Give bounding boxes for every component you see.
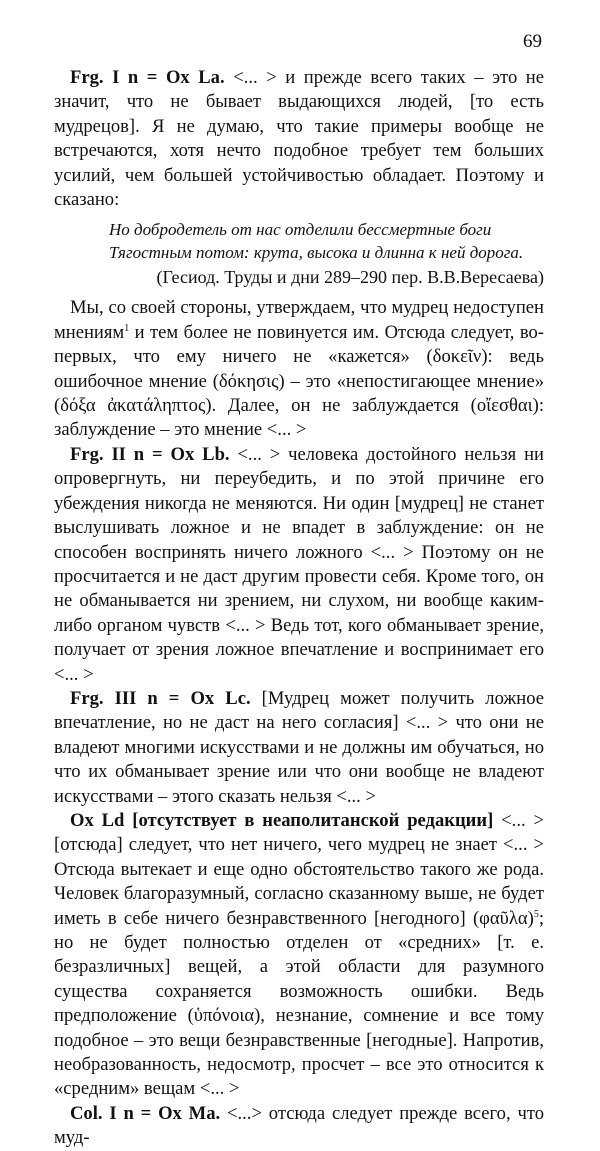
paragraph-text: ; но не будет полностью отделен от «средних» [т. е. безразличных] вещей, а этой области для разумного существа сохраняется возможность ошибки. Ведь предположение (ὑπόνοια), незнание, сомнение и все тому подобное – это вещи безнравственные [негодные]. Напротив, необразованность, недосмотр, просчет – все это относится к «средним» вещам <... > — [54, 907, 544, 1100]
paragraph-ox-ld — [54, 809, 544, 1102]
paragraph-frg-iii — [54, 687, 544, 809]
paragraph-text: <... > [отсюда] следует, что нет ничего, чего мудрец не знает <... > Отсюда вытекает и еще одно обстоятельство такого же рода. Человек благоразумный, согласно сказанному выше, не будет иметь в себе ничего безнравственного [негодного] (φαῦλα) — [54, 809, 544, 929]
footnote-marker: 1 — [124, 322, 130, 334]
poem-line-2: Тягостным потом: крута, высока и длинна к ней дорога. — [109, 243, 524, 263]
paragraph-text: [Мудрец может получить ложное впечатление, но не даст на него согласия] <... > что они не владеют многими искусствами и не должны им обучаться, но что их обманывает зрение или что они вообще не владеют искусствами – этого сказать нельзя <... > — [54, 687, 544, 807]
poem-line-1: Но добродетель от нас отделили бессмертные боги — [109, 220, 492, 240]
main-text — [54, 66, 544, 1151]
footnote-marker: 5 — [533, 908, 539, 920]
poem-attribution: (Гесиод. Труды и дни 289–290 пер. В.В.Вересаева) — [156, 267, 544, 288]
fragment-heading: Ox Ld [отсутствует в неаполитанской редакции] — [70, 809, 494, 831]
fragment-heading: Frg. III n = Ox Lc. — [70, 687, 251, 709]
poem-quote — [54, 218, 544, 264]
paragraph-text: и тем более не повинуется им. Отсюда следует, во-первых, что ему ничего не «кажется» (δοκεῖν): ведь ошибочное мнение (δόκησις) – это «непостигающее мнение» (δόξα ἀκατάληπτος). Далее, он не заблуждается (οἴεσθαι): заблуждение – это мнение <... > — [54, 321, 544, 441]
paragraph-text: Мы, со своей стороны, утверждаем, что мудрец недоступен мнениям — [54, 297, 544, 343]
paragraph-text: <... > человека достойного нельзя ни опровергнуть, ни переубедить, и по этой причине его убеждения никогда не меняются. Ни один [мудрец] не станет выслушивать ложное и не впадет в заблуждение: он не способен воспринять ничего ложного <... > Поэтому он не просчитается и не даст другим провести себя. Кроме того, он не обманывается ни зрением, ни слухом, ни вообще каким-либо органом чувств <... > Ведь тот, кого обманывает зрение, получает от зрения ложное впечатление и воспринимает его <... > — [54, 443, 544, 685]
paragraph-text: <... > и прежде всего таких – это не значит, что не бывает выдающихся людей, [то есть мудрецов]. Я не думаю, что такие примеры вообще не встречаются, хотя нечто подобное требует тем больших усилий, чем большей устойчивостью обладает. Поэтому и сказано: — [54, 67, 544, 211]
paragraph-sage-opinion — [54, 296, 544, 442]
paragraph-frg-ii — [54, 443, 544, 687]
fragment-heading: Col. I n = Ox Ma. — [70, 1102, 221, 1124]
paragraph-frg-i — [54, 66, 544, 212]
paragraph-col-i — [54, 1102, 544, 1151]
paragraph-text: <...> отсюда следует прежде всего, что муд- — [54, 1102, 545, 1149]
fragment-heading: Frg. II n = Ox Lb. — [70, 443, 230, 465]
page-number: 69 — [523, 31, 542, 52]
fragment-heading: Frg. I n = Ox La. — [70, 67, 225, 88]
